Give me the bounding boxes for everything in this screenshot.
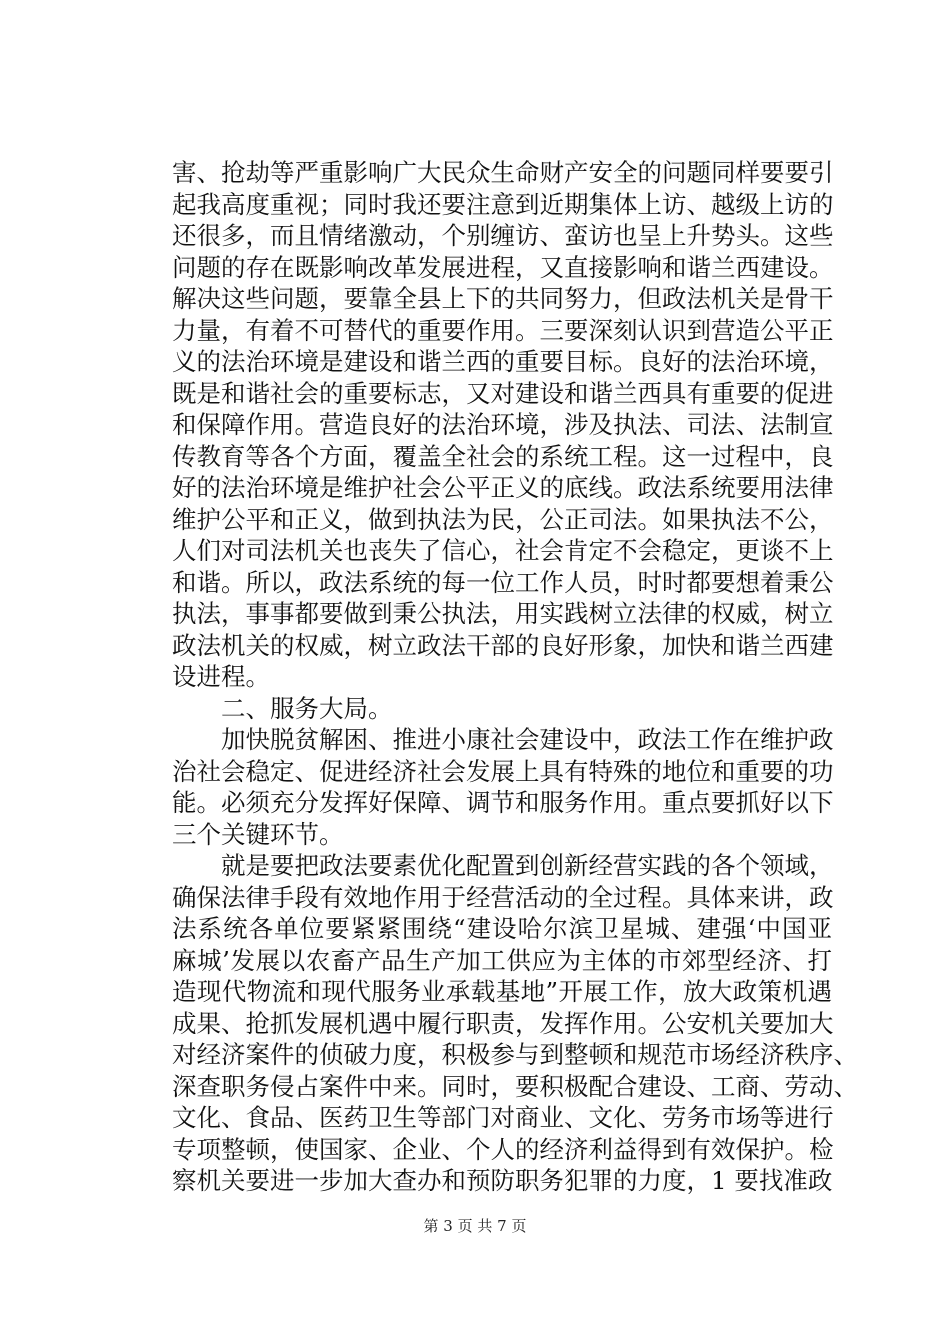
- text-line: 三个关键环节。: [172, 819, 344, 849]
- text-line: 维护公平和正义，做到执法为民，公正司法。如果执法不公，: [172, 504, 834, 534]
- text-line: 专项整顿，使国家、企业、个人的经济利益得到有效保护。检: [172, 1134, 834, 1164]
- text-line: 就是要把政法要素优化配置到创新经营实践的各个领域，: [221, 851, 834, 880]
- text-line: 成果、抢抓发展机遇中履行职责，发挥作用。公安机关要加大: [172, 1008, 834, 1038]
- text-line: 能。必须充分发挥好保障、调节和服务作用。重点要抓好以下: [172, 788, 834, 817]
- section-heading: 二、服务大局。: [221, 693, 393, 723]
- text-line: 解决这些问题，要靠全县上下的共同努力，但政法机关是骨干: [172, 284, 834, 313]
- text-line: 确保法律手段有效地作用于经营活动的全过程。具体来讲，政: [172, 882, 834, 912]
- text-line: 起我高度重视；同时我还要注意到近期集体上访、越级上访的: [172, 189, 834, 219]
- text-line: 政法机关的权威，树立政法干部的良好形象，加快和谐兰西建: [172, 630, 834, 660]
- text-line: 麻城’发展以农畜产品生产加工供应为主体的市郊型经济、打: [172, 945, 832, 975]
- text-line: 传教育等各个方面，覆盖全社会的系统工程。这一过程中，良: [172, 441, 834, 471]
- text-line: 设进程。: [172, 662, 270, 691]
- text-line: 执法，事事都要做到秉公执法，用实践树立法律的权威，树立: [172, 599, 834, 628]
- text-line: 力量，有着不可替代的重要作用。三要深刻认识到营造公平正: [172, 315, 834, 345]
- text-line: 既是和谐社会的重要标志，又对建设和谐兰西具有重要的促进: [172, 378, 834, 408]
- text-line: 害、抢劫等严重影响广大民众生命财产安全的问题同样要要引: [172, 158, 834, 187]
- text-line: 加快脱贫解困、推进小康社会建设中，政法工作在维护政: [221, 725, 834, 754]
- text-line: 法系统各单位要紧紧围绕“建设哈尔滨卫星城、建强‘中国亚: [172, 914, 832, 943]
- text-line: 义的法治环境是建设和谐兰西的重要目标。良好的法治环境，: [172, 347, 834, 376]
- text-line: 还很多，而且情绪激动，个别缠访、蛮访也呈上升势头。这些: [172, 221, 834, 250]
- text-line: 造现代物流和现代服务业承载基地”开展工作，放大政策机遇: [172, 977, 832, 1006]
- text-line: 文化、食品、医药卫生等部门对商业、文化、劳务市场等进行: [172, 1103, 834, 1132]
- text-line: 察机关要进一步加大查办和预防职务犯罪的力度，1 要找准政: [172, 1166, 833, 1195]
- text-line: 和谐。所以，政法系统的每一位工作人员，时时都要想着秉公: [172, 567, 834, 597]
- text-line: 和保障作用。营造良好的法治环境，涉及执法、司法、法制宣: [172, 410, 834, 439]
- text-line: 好的法治环境是维护社会公平正义的底线。政法系统要用法律: [172, 473, 834, 502]
- text-line: 人们对司法机关也丧失了信心，社会肯定不会稳定，更谈不上: [172, 536, 834, 565]
- page-number-footer: 第 3 页 共 7 页: [423, 1217, 527, 1235]
- text-line: 问题的存在既影响改革发展进程，又直接影响和谐兰西建设。: [172, 252, 834, 282]
- text-line: 深查职务侵占案件中来。同时，要积极配合建设、工商、劳动、: [172, 1071, 858, 1101]
- text-line: 对经济案件的侦破力度，积极参与到整顿和规范市场经济秩序、: [172, 1040, 858, 1069]
- text-line: 治社会稳定、促进经济社会发展上具有特殊的地位和重要的功: [172, 756, 834, 786]
- body-text: [172, 157, 858, 1197]
